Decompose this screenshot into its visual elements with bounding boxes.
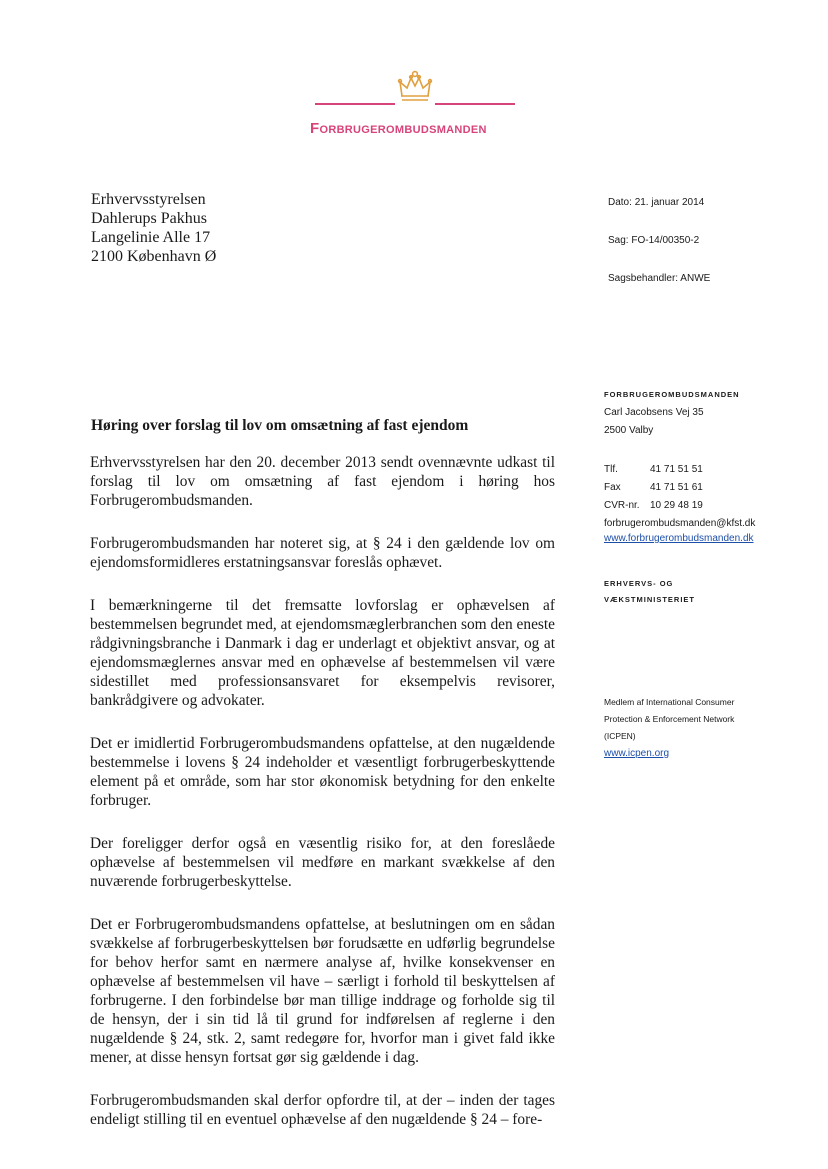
recipient-address: [91, 190, 216, 266]
letter-subject: Høring over forslag til lov om omsætning af fast ejendom: [91, 417, 469, 434]
sender-street: Carl Jacobsens Vej 35: [604, 407, 704, 418]
contact-block: [604, 461, 755, 545]
logo-rule-left: [315, 103, 395, 105]
case-line: [608, 235, 699, 246]
website-link[interactable]: www.forbrugerombudsmanden.dk: [604, 533, 754, 544]
fax-label: Fax: [604, 482, 621, 493]
phone-label: Tlf.: [604, 464, 618, 475]
body-paragraph: Det er Forbrugerombudsmandens opfattelse, at beslutningen om en sådan svækkelse af forbrugerbeskyttelsen bør forudsætte en udførlig begrundelse for behov herfor samt en nærmere analyse af, hvilke konsekvenser en ophævelse af bestemmelsen vil have – særligt i forhold til beskyttelsen af forbrugerne. I den forbindelse bør man tillige inddrage og forholde sig til de hensyn, der i sin tid lå til grund for indførelsen af reglerne i den nugældende § 24, stk. 2, samt redegøre for, hvorfor man i givet fald ikke mener, at disse hensyn fortsat gør sig gældende i dag.: [90, 916, 555, 1066]
membership-line: (ICPEN): [604, 731, 636, 741]
fax-value: 41 71 51 61: [650, 482, 703, 493]
date-line: [608, 197, 704, 208]
ministry-line: ERHVERVS- OG: [604, 579, 674, 588]
body-paragraph: Der foreligger derfor også en væsentlig risiko for, at den foreslåede ophævelse af bestemmelsen vil medføre en markant svækkelse af den nuværende forbrugerbeskyttelse.: [90, 835, 555, 890]
body-paragraph: Forbrugerombudsmanden skal derfor opfordre til, at der – inden der tages endeligt stilling til en eventuel ophævelse af den nugældende § 24 – fore-: [90, 1092, 555, 1128]
recipient-line: Erhvervsstyrelsen: [91, 191, 206, 208]
body-paragraph: Erhvervsstyrelsen har den 20. december 2013 sendt ovennævnte udkast til forslag til lov om omsætning af fast ejendom i høring hos Forbrugerombudsmanden.: [90, 454, 555, 509]
sender-city: 2500 Valby: [604, 425, 654, 436]
cvr-value: 10 29 48 19: [650, 500, 703, 511]
sender-block: [604, 386, 740, 440]
recipient-line: 2100 København Ø: [91, 248, 217, 265]
cvr-row: [604, 497, 755, 515]
cvr-label: CVR-nr.: [604, 500, 640, 511]
ministry-block: [604, 576, 695, 608]
crown-icon: [397, 70, 433, 104]
body-paragraph: Det er imidlertid Forbrugerombudsmandens opfattelse, at den nugældende bestemmelse i lovens § 24 indeholder et væsentligt forbrugerbeskyttende element på et område, som har stor økonomisk betydning for den enkelte forbruger.: [90, 735, 555, 809]
fax-row: [604, 479, 755, 497]
phone-value: 41 71 51 51: [650, 464, 703, 475]
ministry-line: VÆKSTMINISTERIET: [604, 595, 696, 604]
sender-org-name: FORBRUGEROMBUDSMANDEN: [604, 390, 740, 399]
body-paragraph: Forbrugerombudsmanden har noteret sig, at § 24 i den gældende lov om ejendomsformidleres erstatningsansvar foreslås ophævet.: [90, 535, 555, 571]
logo: [300, 70, 530, 140]
icpen-link[interactable]: www.icpen.org: [604, 748, 670, 759]
case-label: Sag:: [608, 235, 629, 246]
handler-line: [608, 273, 710, 284]
case-value: FO-14/00350-2: [631, 235, 700, 246]
body-paragraph: I bemærkningerne til det fremsatte lovforslag er ophævelsen af bestemmelsen begrundet med, at ejendomsmæglerbranchen som den eneste rådgivningsbranche i Danmark i dag er underlagt et objektivt ansvar, og at ejendomsmæglernes ansvar med en ophævelse af bestemmelsen vil være sidestillet med professionsansvaret for eksempelvis revisorer, bankrådgivere og advokater.: [90, 597, 555, 709]
date-label: Dato:: [608, 197, 632, 208]
membership-line: Medlem af International Consumer: [604, 697, 735, 707]
recipient-line: Dahlerups Pakhus: [91, 210, 207, 227]
handler-label: Sagsbehandler:: [608, 273, 679, 284]
membership-block: [604, 694, 734, 762]
date-value: 21. januar 2014: [634, 197, 705, 208]
recipient-line: Langelinie Alle 17: [91, 229, 211, 246]
email-link[interactable]: forbrugerombudsmanden@kfst.dk: [604, 518, 756, 529]
phone-row: [604, 461, 755, 479]
logo-wordmark: Forbrugerombudsmanden: [310, 120, 487, 137]
letter-body: [90, 453, 555, 1153]
handler-value: ANWE: [680, 273, 711, 284]
membership-line: Protection & Enforcement Network: [604, 714, 735, 724]
logo-rule-right: [435, 103, 515, 105]
